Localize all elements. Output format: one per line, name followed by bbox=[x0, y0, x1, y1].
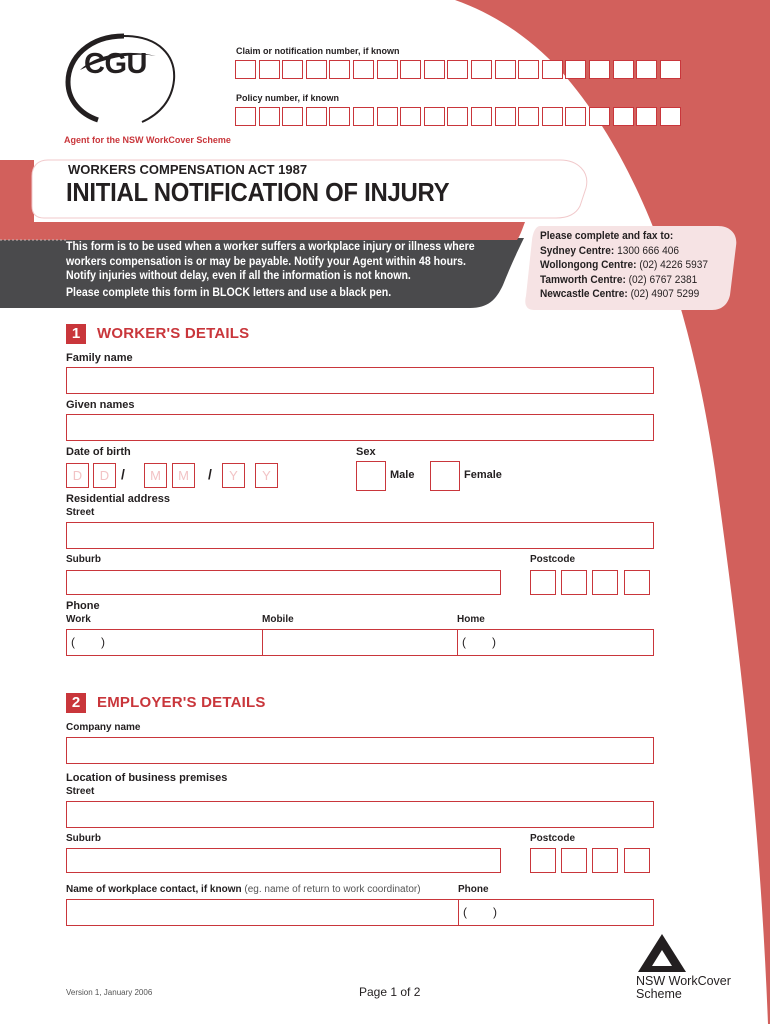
dob-month-2[interactable]: M bbox=[172, 463, 195, 488]
family-name-field[interactable] bbox=[66, 367, 654, 394]
section-2-title: EMPLOYER'S DETAILS bbox=[97, 694, 266, 711]
fax-centre-name: Tamworth Centre: bbox=[540, 273, 626, 286]
claim-digit-box[interactable] bbox=[589, 60, 610, 79]
employer-phone-field[interactable] bbox=[458, 899, 654, 926]
fax-centre-number: (02) 6767 2381 bbox=[628, 273, 698, 286]
left-red-tab bbox=[0, 160, 34, 232]
claim-digit-box[interactable] bbox=[660, 60, 681, 79]
policy-digit-box[interactable] bbox=[424, 107, 445, 126]
policy-digit-box[interactable] bbox=[565, 107, 586, 126]
version-text: Version 1, January 2006 bbox=[66, 988, 153, 997]
male-label: Male bbox=[390, 469, 415, 481]
employer-suburb-field[interactable] bbox=[66, 848, 501, 873]
nsw-scheme-line: Scheme bbox=[636, 987, 682, 1001]
employer-street-field[interactable] bbox=[66, 801, 654, 828]
intro-line-4-block: BLOCK bbox=[212, 286, 251, 299]
residential-address-label: Residential address bbox=[66, 493, 170, 505]
street-label: Street bbox=[66, 507, 95, 518]
employer-street-label: Street bbox=[66, 786, 95, 797]
claim-digit-box[interactable] bbox=[259, 60, 280, 79]
claim-digit-box[interactable] bbox=[471, 60, 492, 79]
policy-digit-box[interactable] bbox=[495, 107, 516, 126]
claim-digit-box[interactable] bbox=[306, 60, 327, 79]
agent-text: Agent for the NSW WorkCover Scheme bbox=[64, 135, 231, 145]
mobile-phone-field[interactable] bbox=[262, 629, 458, 656]
policy-digit-box[interactable] bbox=[447, 107, 468, 126]
claim-digit-box[interactable] bbox=[495, 60, 516, 79]
family-name-label: Family name bbox=[66, 352, 133, 364]
postcode-box[interactable] bbox=[530, 570, 556, 595]
given-names-label: Given names bbox=[66, 399, 135, 411]
page-number: Page 1 of 2 bbox=[359, 985, 421, 999]
form-title: INITIAL NOTIFICATION OF INJURY bbox=[66, 177, 450, 207]
employer-postcode-box[interactable] bbox=[561, 848, 587, 873]
policy-digit-box[interactable] bbox=[471, 107, 492, 126]
dob-month-1[interactable]: M bbox=[144, 463, 167, 488]
intro-line-2: workers compensation is or may be payable. Notify your Agent within 48 hours. bbox=[66, 255, 466, 268]
work-phone-label: Work bbox=[66, 614, 91, 625]
claim-digit-box[interactable] bbox=[282, 60, 303, 79]
postcode-label: Postcode bbox=[530, 554, 576, 565]
fax-info bbox=[540, 229, 708, 302]
policy-number-boxes[interactable] bbox=[235, 107, 685, 127]
intro-line-3: Notify injuries without delay, even if all the information is not known. bbox=[66, 270, 411, 282]
claim-digit-box[interactable] bbox=[235, 60, 256, 79]
suburb-label: Suburb bbox=[66, 554, 101, 565]
intro-line-4a: Please complete this form in bbox=[66, 286, 213, 299]
street-field[interactable] bbox=[66, 522, 654, 549]
paren-open: ( bbox=[463, 905, 467, 919]
postcode-box[interactable] bbox=[624, 570, 650, 595]
fax-centre-name: Sydney Centre: bbox=[540, 244, 615, 257]
female-checkbox[interactable] bbox=[430, 461, 460, 491]
dob-year-2[interactable]: Y bbox=[255, 463, 278, 488]
intro-text bbox=[66, 240, 475, 300]
policy-digit-box[interactable] bbox=[235, 107, 256, 126]
paren-open: ( bbox=[71, 635, 75, 649]
policy-digit-box[interactable] bbox=[518, 107, 539, 126]
workplace-contact-hint: (eg. name of return to work coordinator) bbox=[244, 884, 421, 895]
fax-centre-name: Wollongong Centre: bbox=[540, 259, 637, 271]
claim-digit-box[interactable] bbox=[424, 60, 445, 79]
claim-digit-box[interactable] bbox=[518, 60, 539, 79]
section-1-title: WORKER'S DETAILS bbox=[97, 325, 250, 342]
fax-heading: Please complete and fax to: bbox=[540, 230, 674, 242]
workplace-contact-label bbox=[66, 884, 421, 895]
paren-close: ) bbox=[101, 635, 105, 649]
claim-digit-box[interactable] bbox=[377, 60, 398, 79]
workplace-contact-label-bold: Name of workplace contact, if known bbox=[66, 884, 242, 895]
postcode-box[interactable] bbox=[592, 570, 618, 595]
nsw-workcover-line: NSW WorkCover bbox=[636, 974, 731, 988]
home-phone-field[interactable] bbox=[457, 629, 654, 656]
employer-postcode-box[interactable] bbox=[592, 848, 618, 873]
dob-label: Date of birth bbox=[66, 446, 131, 458]
dob-slash: / bbox=[208, 466, 212, 482]
policy-digit-box[interactable] bbox=[636, 107, 657, 126]
dob-day-2[interactable]: D bbox=[93, 463, 116, 488]
policy-digit-box[interactable] bbox=[353, 107, 374, 126]
paren-open: ( bbox=[462, 635, 466, 649]
policy-digit-box[interactable] bbox=[542, 107, 563, 126]
male-checkbox[interactable] bbox=[356, 461, 386, 491]
act-title: WORKERS COMPENSATION ACT 1987 bbox=[68, 162, 308, 177]
claim-number-boxes[interactable] bbox=[235, 60, 685, 80]
given-names-field[interactable] bbox=[66, 414, 654, 441]
claim-digit-box[interactable] bbox=[329, 60, 350, 79]
employer-suburb-label: Suburb bbox=[66, 833, 101, 844]
claim-digit-box[interactable] bbox=[353, 60, 374, 79]
section-2-number: 2 bbox=[66, 693, 86, 713]
paren-close: ) bbox=[492, 635, 496, 649]
policy-digit-box[interactable] bbox=[613, 107, 634, 126]
nsw-workcover-logo-icon bbox=[636, 932, 688, 974]
mobile-phone-label: Mobile bbox=[262, 614, 294, 625]
claim-digit-box[interactable] bbox=[613, 60, 634, 79]
intro-line-1: This form is to be used when a worker suffers a workplace injury or illness where bbox=[66, 241, 475, 253]
postcode-box[interactable] bbox=[561, 570, 587, 595]
claim-digit-box[interactable] bbox=[565, 60, 586, 79]
policy-digit-box[interactable] bbox=[306, 107, 327, 126]
dob-slash: / bbox=[121, 466, 125, 482]
policy-digit-box[interactable] bbox=[589, 107, 610, 126]
policy-digit-box[interactable] bbox=[400, 107, 421, 126]
policy-digit-box[interactable] bbox=[660, 107, 681, 126]
policy-number-label: Policy number, if known bbox=[236, 93, 340, 103]
workplace-contact-field[interactable] bbox=[66, 899, 459, 926]
suburb-field[interactable] bbox=[66, 570, 501, 595]
fax-centre-name: Newcastle Centre: bbox=[540, 288, 628, 300]
policy-digit-box[interactable] bbox=[377, 107, 398, 126]
home-phone-label: Home bbox=[457, 614, 485, 625]
nsw-workcover-logo-text bbox=[636, 975, 731, 1001]
employer-phone-label: Phone bbox=[458, 884, 489, 895]
dob-day-1[interactable]: D bbox=[66, 463, 89, 488]
policy-digit-box[interactable] bbox=[282, 107, 303, 126]
fax-centre-number: (02) 4226 5937 bbox=[639, 259, 708, 271]
business-location-label: Location of business premises bbox=[66, 772, 228, 784]
claim-digit-box[interactable] bbox=[636, 60, 657, 79]
paren-close: ) bbox=[493, 905, 497, 919]
policy-digit-box[interactable] bbox=[259, 107, 280, 126]
company-name-field[interactable] bbox=[66, 737, 654, 764]
employer-postcode-box[interactable] bbox=[530, 848, 556, 873]
policy-digit-box[interactable] bbox=[329, 107, 350, 126]
claim-number-label: Claim or notification number, if known bbox=[236, 46, 400, 56]
female-label: Female bbox=[464, 469, 502, 481]
intro-line-4b: letters and use a black pen. bbox=[250, 286, 392, 299]
claim-digit-box[interactable] bbox=[400, 60, 421, 79]
claim-digit-box[interactable] bbox=[542, 60, 563, 79]
fax-centre-number: (02) 4907 5299 bbox=[630, 288, 700, 300]
employer-postcode-box[interactable] bbox=[624, 848, 650, 873]
employer-postcode-label: Postcode bbox=[530, 833, 576, 844]
phone-label: Phone bbox=[66, 600, 100, 612]
cgu-logo-text: CGU bbox=[84, 48, 147, 80]
dob-year-1[interactable]: Y bbox=[222, 463, 245, 488]
fax-centre-number: 1300 666 406 bbox=[617, 244, 679, 257]
claim-digit-box[interactable] bbox=[447, 60, 468, 79]
title-underline-band bbox=[0, 222, 525, 240]
section-1-number: 1 bbox=[66, 324, 86, 344]
company-name-label: Company name bbox=[66, 722, 141, 733]
sex-label: Sex bbox=[356, 446, 376, 458]
work-phone-field[interactable] bbox=[66, 629, 263, 656]
